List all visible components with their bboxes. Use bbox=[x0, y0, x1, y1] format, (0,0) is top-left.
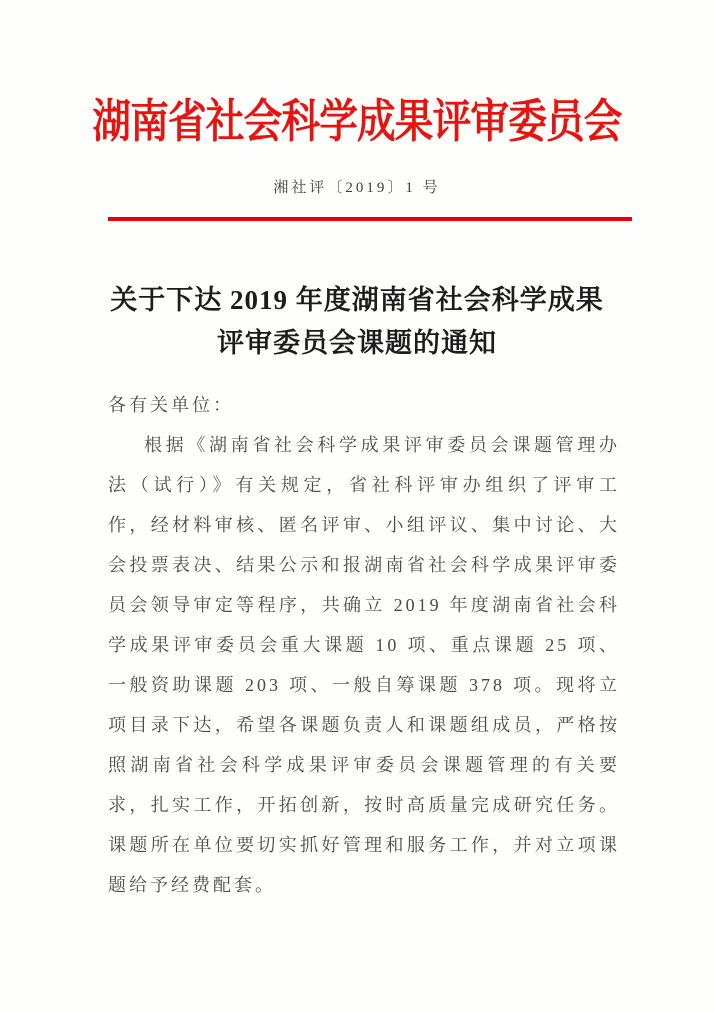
issuer-title: 湖南省社会科学成果评审委员会 bbox=[92, 96, 622, 147]
notice-title-line2: 评审委员会课题的通知 bbox=[217, 328, 497, 358]
body-paragraph: 根据《湖南省社会科学成果评审委员会课题管理办法（试行）》有关规定，省社科评审办组织了评审工作，经材料审核、匿名评审、小组评议、集中讨论、大会投票表决、结果公示和报湖南省社会科学成果评审委员会领导审定等程序，共确立 2019 年度湖南省社会科学成果评审委员会重大课题 10 项、重点课题 25 项、一般资助课题 203 项、一般自筹课题 378 项。现将立项目录下达，希望各课题负责人和课题组成员，严格按照湖南省社会科学成果评审委员会课题管理的有关要求，扎实工作，开拓创新，按时高质量完成研究任务。课题所在单位要切实抓好管理和服务工作，并对立项课题给予经费配套。 bbox=[108, 435, 620, 895]
notice-body bbox=[108, 385, 620, 905]
notice-title-line1: 关于下达 2019 年度湖南省社会科学成果 bbox=[110, 285, 604, 315]
notice-title bbox=[0, 279, 714, 365]
red-divider-line bbox=[108, 217, 632, 221]
document-number: 湘社评〔2019〕1 号 bbox=[273, 180, 441, 196]
salutation: 各有关单位： bbox=[108, 395, 234, 415]
